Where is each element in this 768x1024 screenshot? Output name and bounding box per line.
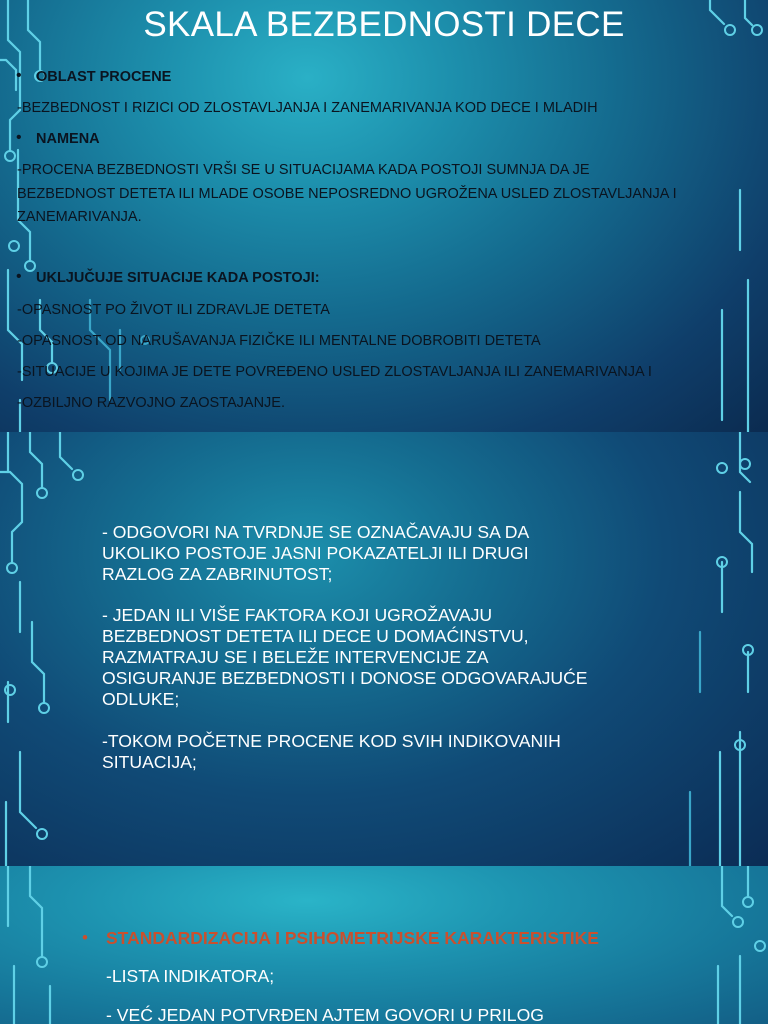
- slide-3: [0, 866, 768, 1024]
- ukljucuje-item: -SITUACIJE U KOJIMA JE DETE POVREĐENO USLED ZLOSTAVLJANJA ILI ZANEMARIVANJA I: [17, 364, 652, 380]
- bullet: •: [16, 268, 22, 285]
- bullet: •: [82, 928, 88, 947]
- text-line: BEZBEDNOST DETETA ILI DECE U DOMAĆINSTVU,: [102, 626, 529, 646]
- oblast-text: -BEZBEDNOST I RIZICI OD ZLOSTAVLJANJA I ZANEMARIVANJA KOD DECE I MLADIH: [17, 100, 598, 116]
- text-line: - ODGOVORI NA TVRDNJE SE OZNAČAVAJU SA DA: [102, 522, 530, 542]
- bullet: •: [16, 129, 22, 146]
- text-line: RAZLOG ZA ZABRINUTOST;: [102, 564, 333, 584]
- ukljucuje-item: -OPASNOST PO ŽIVOT ILI ZDRAVLJE DETETA: [17, 302, 330, 318]
- ukljucuje-item: -OZBILJNO RAZVOJNO ZAOSTAJANJE.: [17, 395, 286, 411]
- text-line: OSIGURANJE BEZBEDNOSTI I DONOSE ODGOVARAJUĆE: [102, 668, 588, 688]
- ukljucuje-heading: UKLJUČUJE SITUACIJE KADA POSTOJI:: [36, 270, 320, 286]
- text-line: - JEDAN ILI VIŠE FAKTORA KOJI UGROŽAVAJU: [102, 605, 493, 625]
- paragraph-2: [102, 605, 662, 710]
- namena-heading: NAMENA: [36, 131, 100, 147]
- slide-title: SKALA BEZBEDNOSTI DECE: [143, 5, 625, 44]
- text-line: -LISTA INDIKATORA;: [106, 966, 275, 986]
- paragraph-1: [102, 522, 662, 585]
- slide-1: [0, 0, 768, 432]
- text-line: SITUACIJA;: [102, 752, 197, 772]
- oblast-heading: OBLAST PROCENE: [36, 69, 172, 85]
- text-line: -TOKOM POČETNE PROCENE KOD SVIH INDIKOVANIH: [102, 731, 561, 751]
- namena-line: BEZBEDNOST DETETA ILI MLADE OSOBE NEPOSREDNO UGROŽENA USLED ZLOSTAVLJANJA I: [17, 186, 677, 202]
- text-line: - VEĆ JEDAN POTVRĐEN AJTEM GOVORI U PRILOG: [106, 1005, 544, 1024]
- namena-line: ZANEMARIVANJA.: [17, 209, 142, 225]
- slide-2: [0, 432, 768, 866]
- ukljucuje-item: -OPASNOST OD NARUŠAVANJA FIZIČKE ILI MENTALNE DOBROBITI DETETA: [17, 333, 541, 349]
- paragraph-3: [102, 731, 662, 773]
- text-line: UKOLIKO POSTOJE JASNI POKAZATELJI ILI DRUGI: [102, 543, 529, 563]
- bullet: •: [16, 67, 22, 84]
- text-line: RAZMATRAJU SE I BELEŽE INTERVENCIJE ZA: [102, 647, 489, 667]
- standardization-heading: STANDARDIZACIJA I PSIHOMETRIJSKE KARAKTERISTIKE: [106, 928, 599, 948]
- namena-line: -PROCENA BEZBEDNOSTI VRŠI SE U SITUACIJAMA KADA POSTOJI SUMNJA DA JE: [17, 162, 590, 178]
- text-line: ODLUKE;: [102, 689, 180, 709]
